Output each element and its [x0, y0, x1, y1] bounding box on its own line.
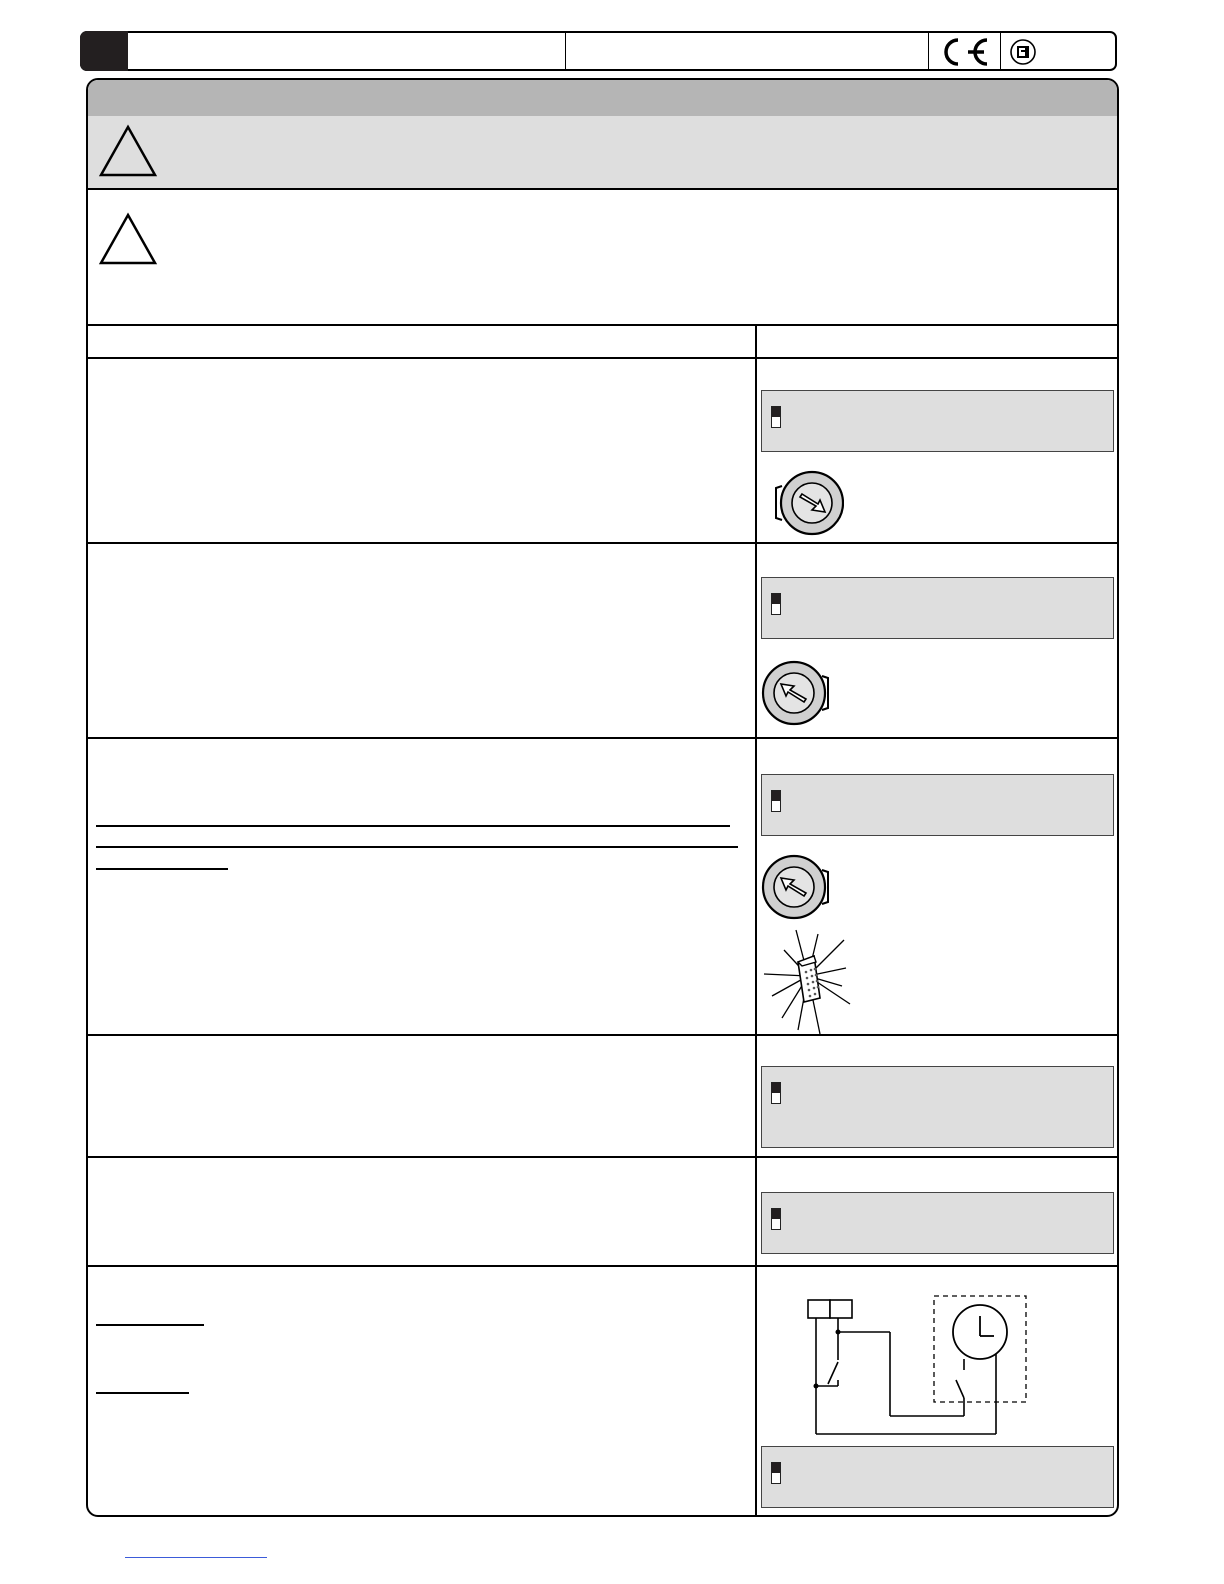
- warning-box-secondary: [88, 188, 1117, 326]
- table-row-divider: [88, 1034, 1117, 1036]
- dip-switch-icon: [771, 406, 781, 428]
- rotary-knob-icon: [772, 468, 844, 538]
- warning-triangle-icon: [98, 212, 158, 266]
- section-title-bar: [88, 80, 1117, 118]
- terminal-block: [808, 1300, 830, 1318]
- display-panel: [761, 1192, 1114, 1254]
- table-row-divider: [88, 542, 1117, 544]
- rotary-knob-icon: [760, 658, 832, 728]
- underline-rule: [96, 868, 228, 870]
- table-header-divider: [88, 357, 1117, 359]
- manual-icon: [1010, 39, 1036, 65]
- instruction-frame: [86, 78, 1119, 1517]
- rotary-knob-icon: [760, 852, 832, 922]
- header-strip: [80, 31, 1117, 71]
- header-divider: [1000, 33, 1001, 69]
- display-panel: [761, 577, 1114, 639]
- table-row-divider: [88, 737, 1117, 739]
- dip-switch-icon: [771, 1208, 781, 1230]
- dip-switch-icon: [771, 593, 781, 615]
- table-row-divider: [88, 1265, 1117, 1267]
- table-column-divider: [755, 324, 757, 1517]
- footer-link-underline[interactable]: [125, 1557, 267, 1558]
- underline-rule: [96, 846, 738, 848]
- display-panel: [761, 1446, 1114, 1508]
- display-panel: [761, 774, 1114, 836]
- warning-box-primary: [88, 116, 1117, 190]
- terminal-block: [830, 1300, 852, 1318]
- header-divider: [565, 33, 566, 69]
- dip-switch-icon: [771, 1462, 781, 1484]
- flashing-led-icon: [762, 926, 854, 1036]
- dip-switch-icon: [771, 1082, 781, 1104]
- table-row-divider: [88, 1156, 1117, 1158]
- ce-mark-icon: [932, 35, 998, 69]
- language-tab: [80, 31, 128, 71]
- display-panel: [761, 1066, 1114, 1148]
- dip-switch-icon: [771, 790, 781, 812]
- timer-wiring-diagram: [788, 1280, 1048, 1440]
- header-divider: [928, 33, 929, 69]
- underline-rule: [96, 1392, 189, 1394]
- underline-rule: [96, 1324, 204, 1326]
- warning-triangle-icon: [98, 124, 158, 178]
- display-panel: [761, 390, 1114, 452]
- underline-rule: [96, 825, 730, 827]
